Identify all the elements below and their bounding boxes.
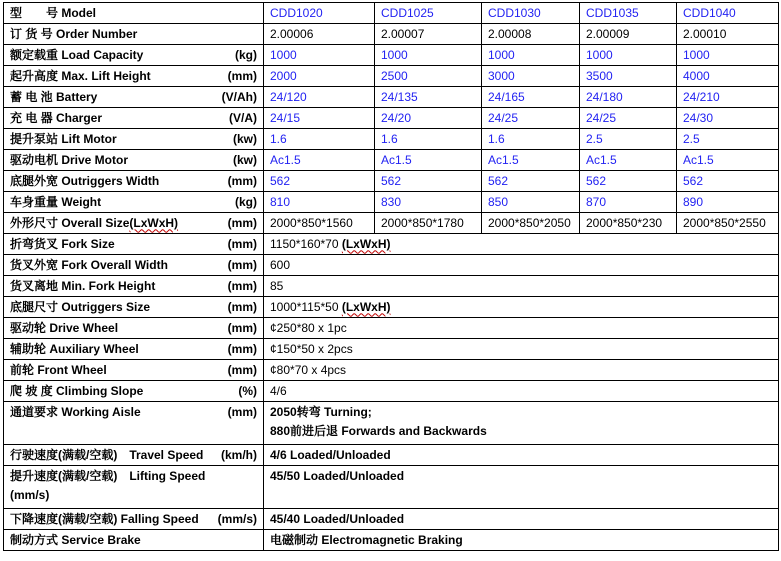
spec-value-cell: Ac1.5 (375, 150, 482, 171)
spec-label: 底腿外宽 Outriggers Width (10, 173, 160, 188)
table-row (4, 360, 779, 381)
spec-value: 1000*115*50 (270, 299, 342, 314)
table-row (4, 234, 779, 255)
spec-value-wavy: (LxWxH) (341, 299, 391, 314)
spec-value-cell: Ac1.5 (677, 150, 779, 171)
unit-label: (kg) (235, 47, 257, 62)
unit-label: (mm) (227, 215, 257, 230)
spec-value-cell (264, 339, 779, 360)
spec-label-cell (4, 360, 264, 381)
spec-label: 爬 坡 度 Climbing Slope (10, 383, 144, 398)
unit-label: (%) (238, 383, 257, 398)
table-row (4, 213, 779, 234)
spec-value-cell: 890 (677, 192, 779, 213)
spec-value-cell: 24/120 (264, 87, 375, 108)
table-row (4, 24, 779, 45)
unit-label: (mm) (227, 320, 257, 335)
spec-value-cell: 2000*850*1560 (264, 213, 375, 234)
unit-label: (mm/s) (10, 488, 50, 502)
spec-value: 600 (270, 257, 291, 272)
spec-value-cell: 3500 (580, 66, 677, 87)
spec-value: 4/6 (270, 383, 287, 398)
table-row (4, 108, 779, 129)
unit-label: (kw) (233, 131, 257, 146)
spec-label: 底腿尺寸 Outriggers Size (10, 299, 151, 314)
spec-label-wavy: (LxWxH) (129, 215, 179, 230)
spec-value: 45/40 Loaded/Unloaded (270, 511, 405, 526)
spec-value-cell: 1.6 (264, 129, 375, 150)
spec-value-cell (264, 509, 779, 530)
spec-label: 提升速度(满载/空载) Lifting Speed (10, 469, 206, 483)
spec-label-cell (4, 339, 264, 360)
spec-value-cell: Ac1.5 (482, 150, 580, 171)
table-row (4, 318, 779, 339)
table-row (4, 255, 779, 276)
spec-label-cell (4, 276, 264, 297)
spec-value-cell (264, 402, 779, 445)
spec-label-cell (4, 66, 264, 87)
spec-value: ¢80*70 x 4pcs (270, 362, 347, 377)
spec-value-cell: 1000 (482, 45, 580, 66)
spec-value-cell: 2.00008 (482, 24, 580, 45)
spec-label-cell (4, 381, 264, 402)
table-row (4, 150, 779, 171)
spec-value: 4/6 Loaded/Unloaded (270, 447, 391, 462)
spec-value-cell (264, 234, 779, 255)
spec-value-cell: 24/25 (482, 108, 580, 129)
spec-value-cell: 24/25 (580, 108, 677, 129)
spec-value-wavy: (LxWxH) (341, 236, 391, 251)
spec-label: 货叉外宽 Fork Overall Width (10, 257, 168, 272)
spec-value-cell (264, 297, 779, 318)
unit-label: (mm/s) (217, 511, 257, 526)
unit-label: (mm) (227, 68, 257, 83)
table-row (4, 381, 779, 402)
spec-label-cell (4, 129, 264, 150)
spec-value-cell (264, 466, 779, 509)
spec-label-cell (4, 255, 264, 276)
spec-label-cell (4, 108, 264, 129)
spec-label-cell (4, 509, 264, 530)
spec-value-cell: 2.00006 (264, 24, 375, 45)
spec-value-cell: 4000 (677, 66, 779, 87)
spec-value-cell: 1000 (580, 45, 677, 66)
unit-label: (kg) (235, 194, 257, 209)
spec-value-cell: 2000*850*2550 (677, 213, 779, 234)
table-row (4, 66, 779, 87)
unit-label: (mm) (227, 341, 257, 356)
spec-label: 充 电 器 Charger (10, 110, 103, 125)
spec-value: 85 (270, 278, 284, 293)
spec-value-cell (264, 360, 779, 381)
spec-value-cell: CDD1035 (580, 3, 677, 24)
spec-value-cell: 870 (580, 192, 677, 213)
spec-value-cell: CDD1025 (375, 3, 482, 24)
table-row (4, 3, 779, 24)
spec-value-cell: 1.6 (482, 129, 580, 150)
spec-label-cell (4, 445, 264, 466)
spec-value-cell: 2000*850*230 (580, 213, 677, 234)
spec-value-cell: 1000 (677, 45, 779, 66)
spec-label-cell (4, 87, 264, 108)
table-row (4, 402, 779, 445)
spec-label-cell (4, 297, 264, 318)
spec-label: 订 货 号 Order Number (10, 26, 138, 41)
spec-label-cell (4, 318, 264, 339)
spec-label: 驱动电机 Drive Motor (10, 152, 129, 167)
table-row (4, 45, 779, 66)
spec-value-cell: 24/180 (580, 87, 677, 108)
table-row (4, 466, 779, 509)
spec-value: 45/50 Loaded/Unloaded (270, 469, 405, 483)
spec-value-cell (264, 530, 779, 551)
spec-value-cell: 2.00010 (677, 24, 779, 45)
spec-value-cell: 810 (264, 192, 375, 213)
spec-label-cell (4, 171, 264, 192)
table-row (4, 129, 779, 150)
spec-label-cell (4, 3, 264, 24)
table-row (4, 445, 779, 466)
spec-label-cell (4, 150, 264, 171)
spec-value-cell: 562 (264, 171, 375, 192)
spec-value-cell: 2.00009 (580, 24, 677, 45)
table-row (4, 192, 779, 213)
spec-value-cell: 562 (482, 171, 580, 192)
spec-value-cell: CDD1020 (264, 3, 375, 24)
table-row (4, 276, 779, 297)
spec-value: ¢250*80 x 1pc (270, 320, 347, 335)
unit-label: (mm) (227, 173, 257, 188)
spec-label: 货叉离地 Min. Fork Height (10, 278, 156, 293)
spec-label-cell (4, 192, 264, 213)
unit-label: (V/Ah) (221, 89, 257, 104)
spec-table-body (4, 3, 779, 551)
spec-value: 电磁制动 Electromagnetic Braking (270, 532, 463, 547)
spec-label: 车身重量 Weight (10, 194, 102, 209)
spec-label-cell (4, 466, 264, 509)
spec-label: 型 号 Model (10, 5, 96, 20)
spec-value-cell: Ac1.5 (264, 150, 375, 171)
spec-value-cell (264, 318, 779, 339)
spec-value-cell (264, 255, 779, 276)
spec-label: 辅助轮 Auxiliary Wheel (10, 341, 139, 356)
table-row (4, 297, 779, 318)
spec-value-cell (264, 445, 779, 466)
spec-label: 额定载重 Load Capacity (10, 47, 144, 62)
unit-label: (mm) (227, 299, 257, 314)
spec-value-cell: 1000 (375, 45, 482, 66)
spec-value-cell: 24/15 (264, 108, 375, 129)
spec-value-line: 880前进后退 Forwards and Backwards (270, 424, 487, 438)
spec-label: 提升泵站 Lift Motor (10, 131, 117, 146)
spec-value-cell: 24/30 (677, 108, 779, 129)
spec-value-cell (264, 381, 779, 402)
spec-value-cell: 24/20 (375, 108, 482, 129)
spec-label: 制动方式 Service Brake (10, 532, 141, 547)
spec-value-cell: 2000*850*1780 (375, 213, 482, 234)
unit-label: (kw) (233, 152, 257, 167)
spec-label: 起升高度 Max. Lift Height (10, 68, 151, 83)
spec-label-cell (4, 213, 264, 234)
table-row (4, 530, 779, 551)
spec-value-cell: 2000*850*2050 (482, 213, 580, 234)
spec-value-cell: 562 (580, 171, 677, 192)
spec-value-cell: 3000 (482, 66, 580, 87)
spec-label-cell (4, 402, 264, 445)
spec-value-cell: CDD1040 (677, 3, 779, 24)
spec-label: 下降速度(满载/空载) Falling Speed (10, 511, 199, 526)
spec-label: 前轮 Front Wheel (10, 362, 107, 377)
spec-value-cell: 1.6 (375, 129, 482, 150)
spec-value-cell: 2500 (375, 66, 482, 87)
spec-label: 蓄 电 池 Battery (10, 89, 98, 104)
spec-value-cell: 24/210 (677, 87, 779, 108)
spec-value: 1150*160*70 (270, 236, 342, 251)
spec-value-cell: 2000 (264, 66, 375, 87)
spec-label: 折弯货叉 Fork Size (10, 236, 115, 251)
spec-value-cell: Ac1.5 (580, 150, 677, 171)
unit-label: (mm) (227, 362, 257, 377)
spec-value-cell: 2.00007 (375, 24, 482, 45)
spec-label-cell (4, 24, 264, 45)
spec-label-cell (4, 234, 264, 255)
spec-label: 驱动轮 Drive Wheel (10, 320, 119, 335)
unit-label: (V/A) (229, 110, 257, 125)
unit-label: (mm) (227, 257, 257, 272)
table-row (4, 171, 779, 192)
table-row (4, 87, 779, 108)
table-row (4, 339, 779, 360)
spec-table (3, 2, 779, 551)
spec-value-cell: 562 (677, 171, 779, 192)
spec-value-cell: 2.5 (677, 129, 779, 150)
spec-value-cell: 850 (482, 192, 580, 213)
spec-value-cell: 1000 (264, 45, 375, 66)
spec-value-cell: 24/135 (375, 87, 482, 108)
spec-label: 通道要求 Working Aisle (10, 405, 141, 419)
spec-label: 外形尺寸 Overall Size (10, 215, 130, 230)
spec-value-cell: 2.5 (580, 129, 677, 150)
spec-label-cell (4, 45, 264, 66)
spec-label-cell (4, 530, 264, 551)
spec-value-cell: 562 (375, 171, 482, 192)
unit-label: (mm) (227, 236, 257, 251)
spec-value-cell (264, 276, 779, 297)
spec-value-cell: 24/165 (482, 87, 580, 108)
spec-value-cell: 830 (375, 192, 482, 213)
unit-label: (mm) (227, 405, 257, 419)
unit-label: (km/h) (221, 447, 257, 462)
spec-value: ¢150*50 x 2pcs (270, 341, 353, 356)
spec-value-line: 2050转弯 Turning; (270, 405, 372, 419)
spec-value-cell: CDD1030 (482, 3, 580, 24)
table-row (4, 509, 779, 530)
unit-label: (mm) (227, 278, 257, 293)
spec-label: 行驶速度(满载/空载) Travel Speed (10, 447, 204, 462)
